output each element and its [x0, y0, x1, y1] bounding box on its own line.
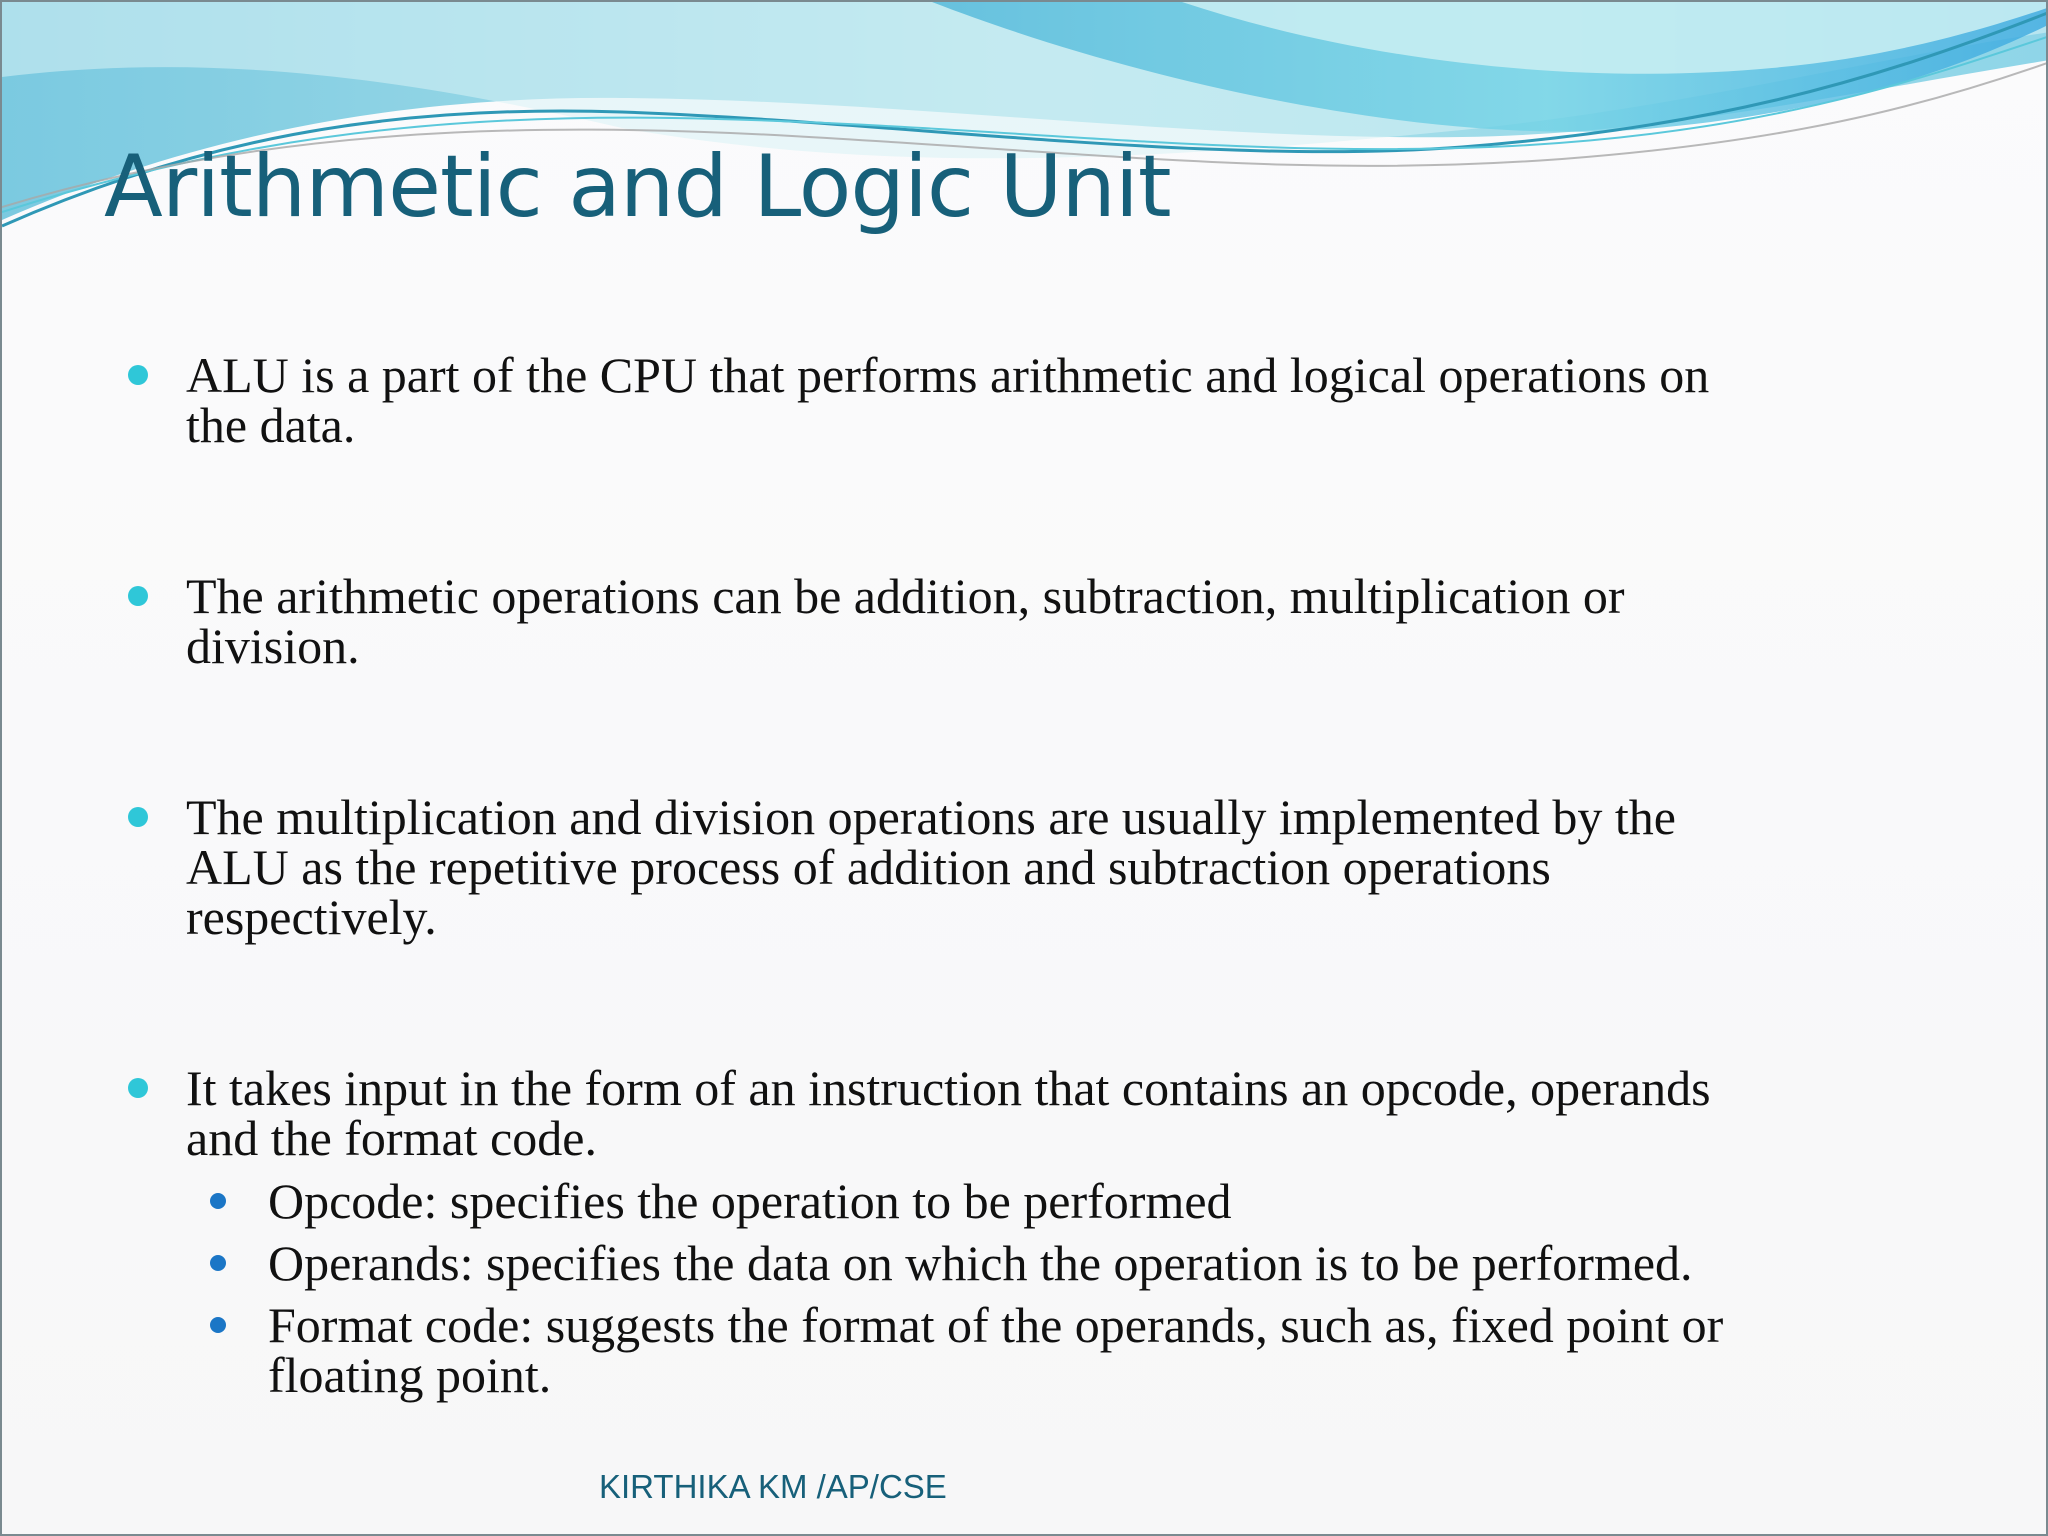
bullet-line: the data. [186, 397, 356, 453]
bullet-point-icon [128, 365, 148, 385]
sub-bullet-line: Format code: suggests the format of the operands, such as, fixed point or [268, 1297, 1724, 1353]
bullet-line: ALU is a part of the CPU that performs arithmetic and logical operations on [186, 347, 1710, 403]
bullet-point-icon [128, 1078, 148, 1098]
bullet-line: The arithmetic operations can be addition, subtraction, multiplication or [186, 568, 1625, 624]
bullet-line: ALU as the repetitive process of addition and subtraction operations [186, 839, 1551, 895]
bullet-point-icon [128, 807, 148, 827]
sub-bullet-line: Opcode: specifies the operation to be performed [268, 1173, 1232, 1229]
slide-title: Arithmetic and Logic Unit [104, 137, 1171, 237]
sub-list-item-opcode [210, 1173, 1918, 1229]
bullet-line: and the format code. [186, 1110, 597, 1166]
bullet-list [128, 347, 1918, 1403]
sub-list-item-format-code [210, 1297, 1918, 1403]
sub-bullet-line: floating point. [268, 1347, 552, 1403]
slide-footer-author: KIRTHIKA KM /AP/CSE [599, 1468, 947, 1505]
bullet-line: division. [186, 618, 360, 674]
bullet-line: It takes input in the form of an instruction that contains an opcode, operands [186, 1060, 1711, 1116]
list-item-alu-definition [128, 347, 1918, 453]
sub-bullet-point-icon [210, 1317, 226, 1333]
list-item-arithmetic-operations [128, 568, 1918, 674]
bullet-point-icon [128, 586, 148, 606]
sub-bullet-point-icon [210, 1255, 226, 1271]
list-item-multiplication-division [128, 789, 1918, 945]
sub-bullet-line: Operands: specifies the data on which the operation is to be performed. [268, 1235, 1693, 1291]
sub-list-item-operands [210, 1235, 1918, 1291]
bullet-line: The multiplication and division operations are usually implemented by the [186, 789, 1676, 845]
sub-bullet-point-icon [210, 1193, 226, 1209]
sub-bullet-list [186, 1173, 1918, 1403]
list-item-instruction-input [128, 1060, 1918, 1403]
bullet-line: respectively. [186, 889, 437, 945]
